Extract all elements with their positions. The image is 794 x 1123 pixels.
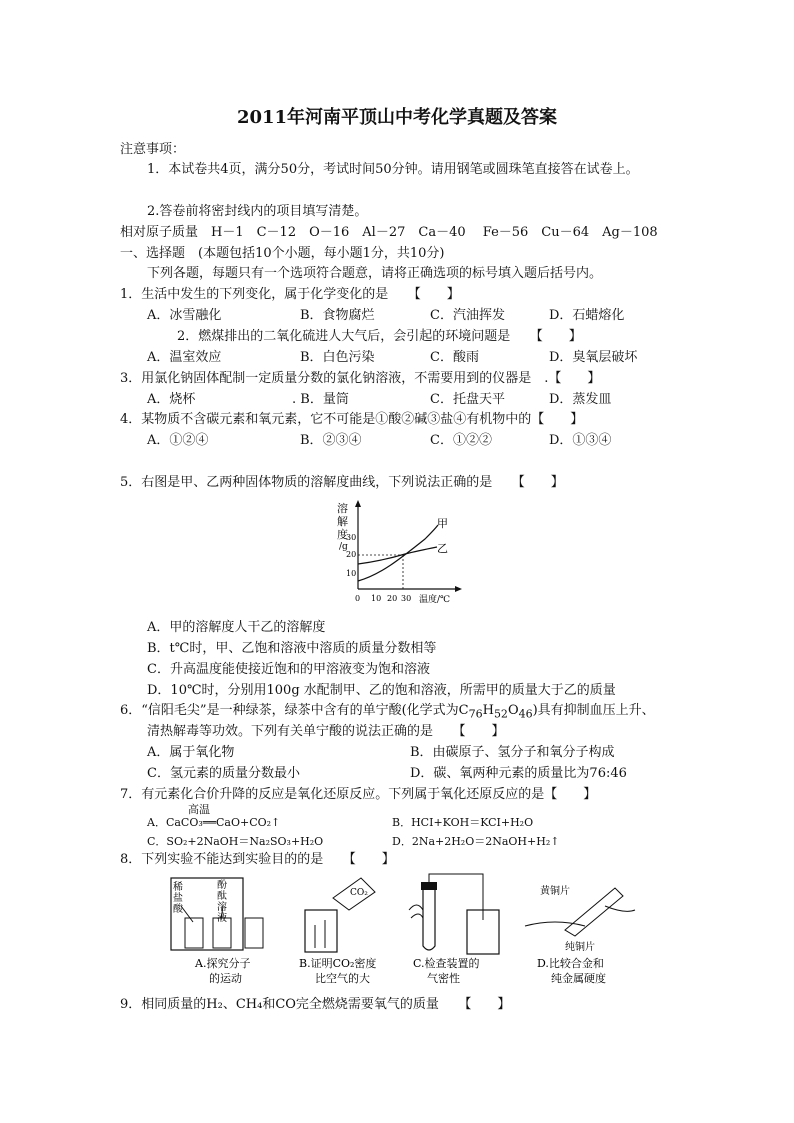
q6-line-1 <box>120 703 655 723</box>
page-title: 2011年河南平顶山中考化学真题及答案 <box>236 107 558 128</box>
curve-yi <box>358 547 437 564</box>
q7-option-c: C．SO₂+2NaOH＝Na₂SO₃+H₂O <box>147 835 324 848</box>
q2-option-a: A．温室效应 <box>147 350 222 365</box>
q6-h: H <box>482 703 494 718</box>
q1-stem: 1．生活中发生的下列变化，属于化学变化的是 【 】 <box>120 287 460 302</box>
q6-sub-c: 76 <box>468 707 483 721</box>
q2-stem: 2．燃煤排出的二氧化硫进人大气后，会引起的环境问题是 【 】 <box>177 329 582 344</box>
q5-option-c: C．升高温度能使接近饱和的甲溶液变为饱和溶液 <box>147 662 430 677</box>
q6-option-b: B．由碳原子、氢分子和氧分子构成 <box>410 745 615 760</box>
caption-d-2: 纯金属硬度 <box>551 972 606 985</box>
caption-a-1: A.探究分子 <box>195 957 251 970</box>
graph-ylabel-3: 度 <box>337 528 348 541</box>
q6-line-2: 清热解毒等功效。下列有关单宁酸的说法正确的是 【 】 <box>147 724 505 739</box>
q6-o: O <box>507 703 519 718</box>
notes-item-2: 2.答卷前将密封线内的项目填写清楚。 <box>147 204 368 219</box>
graph-ylabel-4: /g <box>339 542 348 552</box>
q3-option-c: C．托盘天平 <box>430 392 505 407</box>
q7-stem: 7．有元素化合价升降的反应是氧化还原反应。下列属于氧化还原反应的是【 】 <box>120 787 597 802</box>
q3-option-d: D．蒸发皿 <box>549 392 612 407</box>
caption-b-1: B.证明CO₂密度 <box>299 957 377 970</box>
caption-c-1: C.检查装置的 <box>413 957 480 970</box>
graph-ylabel-2: 解 <box>337 515 348 528</box>
exp-a-diagram <box>171 878 263 950</box>
graph-xtick-0: 0 <box>355 594 361 603</box>
caption-d-1: D.比较合金和 <box>537 957 604 970</box>
graph-ytick-10: 10 <box>346 569 357 578</box>
q8-stem: 8．下列实验不能达到实验目的的是 【 】 <box>120 852 395 867</box>
notes-item-1: 1．本试卷共4页，满分50分，考试时间50分钟。请用钢笔或圆珠笔直接答在试卷上。 <box>147 162 639 177</box>
q6-option-d: D．碳、氧两种元素的质量比为76:46 <box>410 766 627 781</box>
q6-sub-o: 46 <box>518 707 533 721</box>
atomic-masses: 相对原子质量 H－1 C－12 O－16 Al－27 Ca－40 Fe－56 Cu－64 Ag－108 <box>120 225 658 240</box>
q5-option-b: B．t℃时，甲、乙饱和溶液中溶质的质量分数相等 <box>147 641 437 656</box>
q9-stem: 9．相同质量的H₂、CH₄和CO完全燃烧需要氧气的质量 【 】 <box>120 997 511 1012</box>
q7-option-a: A．CaCO₃══CaO+CO₂↑ <box>147 816 281 829</box>
q7-high-temp: 高温 <box>188 803 210 816</box>
svg-text:液: 液 <box>217 913 227 924</box>
graph-y-arrow <box>355 500 361 507</box>
svg-text:酞: 酞 <box>217 891 227 902</box>
graph-xtick-20: 20 <box>387 594 398 603</box>
q4-option-d: D．①③④ <box>549 433 612 448</box>
caption-b-2: 比空气的大 <box>315 972 370 985</box>
q2-option-d: D．臭氧层破坏 <box>549 350 638 365</box>
graph-x-arrow <box>455 586 462 592</box>
q3-option-b: . B．量筒 <box>292 392 349 407</box>
q5-stem: 5．右图是甲、乙两种固体物质的溶解度曲线，下列说法正确的是 【 】 <box>120 475 564 490</box>
q4-option-c: C．①②② <box>430 433 492 448</box>
q5-option-d: D．10℃时，分别用100g 水配制甲、乙的饱和溶液，所需甲的质量大于乙的质量 <box>147 683 616 698</box>
graph-ytick-30: 30 <box>346 533 357 542</box>
q3-option-a: A．烧杯 <box>147 392 196 407</box>
caption-c-2: 气密性 <box>427 972 460 985</box>
notes-heading: 注意事项： <box>120 142 186 157</box>
q7-option-d: D．2Na+2H₂O＝2NaOH+H₂↑ <box>392 835 560 848</box>
exp-d-diagram <box>525 884 635 953</box>
exp-d-top-label: 黄铜片 <box>540 886 570 897</box>
q1-option-b: B．食物腐烂 <box>300 308 375 323</box>
section-heading: 一、选择题 (本题包括10个小题，每小题1分，共10分) <box>120 246 445 261</box>
exp-c-diagram <box>409 874 499 954</box>
q3-stem: 3．用氯化钠固体配制一定质量分数的氯化钠溶液，不需要用到的仪器是 .【 】 <box>120 371 601 386</box>
graph-xlabel: 温度/℃ <box>419 595 451 605</box>
svg-text:盐: 盐 <box>173 893 183 904</box>
q7-option-b: B．HCI+KOH＝KCI+H₂O <box>392 816 534 829</box>
svg-text:酸: 酸 <box>173 904 183 915</box>
q6-option-a: A．属于氧化物 <box>147 745 235 760</box>
q2-option-c: C．酸雨 <box>430 350 479 365</box>
q6-sub-h: 52 <box>493 707 508 721</box>
svg-text:溶: 溶 <box>217 902 227 913</box>
q1-option-c: C．汽油挥发 <box>430 308 505 323</box>
q8-experiments <box>165 870 665 990</box>
graph-xtick-30: 30 <box>401 594 412 603</box>
section-instruction: 下列各题，每题只有一个选项符合题意，请将正确选项的标号填入题后括号内。 <box>147 266 603 281</box>
graph-xtick-10: 10 <box>371 594 382 603</box>
exp-d-bottom-label: 纯铜片 <box>565 942 595 953</box>
q6-option-c: C．氢元素的质量分数最小 <box>147 766 300 781</box>
q5-option-a: A．甲的溶解度人干乙的溶解度 <box>147 620 326 635</box>
q2-option-b: B．白色污染 <box>300 350 375 365</box>
solubility-graph <box>325 497 475 609</box>
q1-option-a: A．冰雪融化 <box>147 308 222 323</box>
graph-ytick-20: 20 <box>346 550 357 559</box>
graph-ylabel-1: 溶 <box>337 502 348 515</box>
q4-stem: 4．某物质不含碳元素和氧元素，它不可能是①酸②碱③盐④有机物中的【 】 <box>120 412 584 427</box>
exp-b-diagram <box>305 878 375 952</box>
exp-a-phenol-label: 酚 <box>217 880 227 891</box>
q4-option-a: A．①②④ <box>147 433 209 448</box>
curve-jia <box>358 525 438 581</box>
exp-b-gas-label: CO₂ <box>350 888 368 898</box>
q1-option-d: D．石蜡熔化 <box>549 308 625 323</box>
q4-option-b: B．②③④ <box>300 433 362 448</box>
q6-line1-pre: 6．“信阳毛尖”是一种绿茶，绿茶中含有的单宁酸(化学式为C <box>120 703 469 718</box>
exp-a-acid-label: 稀 <box>173 882 183 893</box>
curve-yi-label: 乙 <box>437 542 448 555</box>
q6-line1-post: )具有抑制血压上升、 <box>532 703 655 718</box>
curve-jia-label: 甲 <box>437 517 448 530</box>
caption-a-2: 的运动 <box>209 972 242 985</box>
